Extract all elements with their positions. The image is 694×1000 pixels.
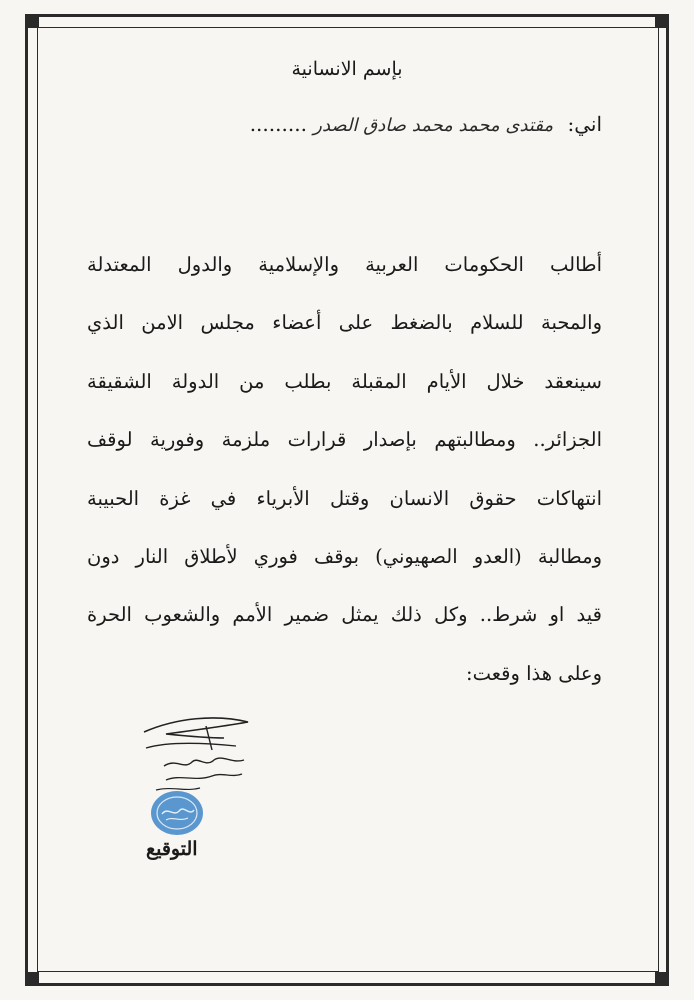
document-title: بإسم الانسانية [291,58,403,80]
declarant-prefix: اني: [567,112,602,136]
declarant-dots: ......... [249,112,307,136]
statement-line: والمحبة للسلام بالضغط على أعضاء مجلس الامن الذي [87,311,602,335]
statement-line: سينعقد خلال الأيام المقبلة بطلب من الدولة الشقيقة [87,369,602,393]
statement-line: الجزائر.. ومطالبتهم بإصدار قرارات ملزمة وفورية لوقف [87,428,602,452]
statement-line: أطالب الحكومات العربية والإسلامية والدول المعتدلة [87,253,602,276]
statement-line: قيد او شرط.. وكل ذلك يمثل ضمير الأمم والشعوب الحرة [87,603,602,627]
statement-line: وعلى هذا وقعت: [466,661,602,685]
signature-label: التوقيع [146,838,198,860]
frame-corner [655,14,669,28]
frame-corner [655,972,669,986]
statement-line: انتهاكات حقوق الانسان وقتل الأبرياء في غزة الحبيبة [87,486,602,510]
frame-corner [25,14,39,28]
official-seal [148,788,206,838]
statement-body [87,236,602,703]
declarant-name-handwritten: مقتدى محمد محمد صادق الصدر [313,115,554,136]
declarant-line [250,112,602,136]
statement-line: ومطالبة (العدو الصهيوني) بوقف فوري لأطلاق النار دون [87,545,602,569]
frame-corner [25,972,39,986]
